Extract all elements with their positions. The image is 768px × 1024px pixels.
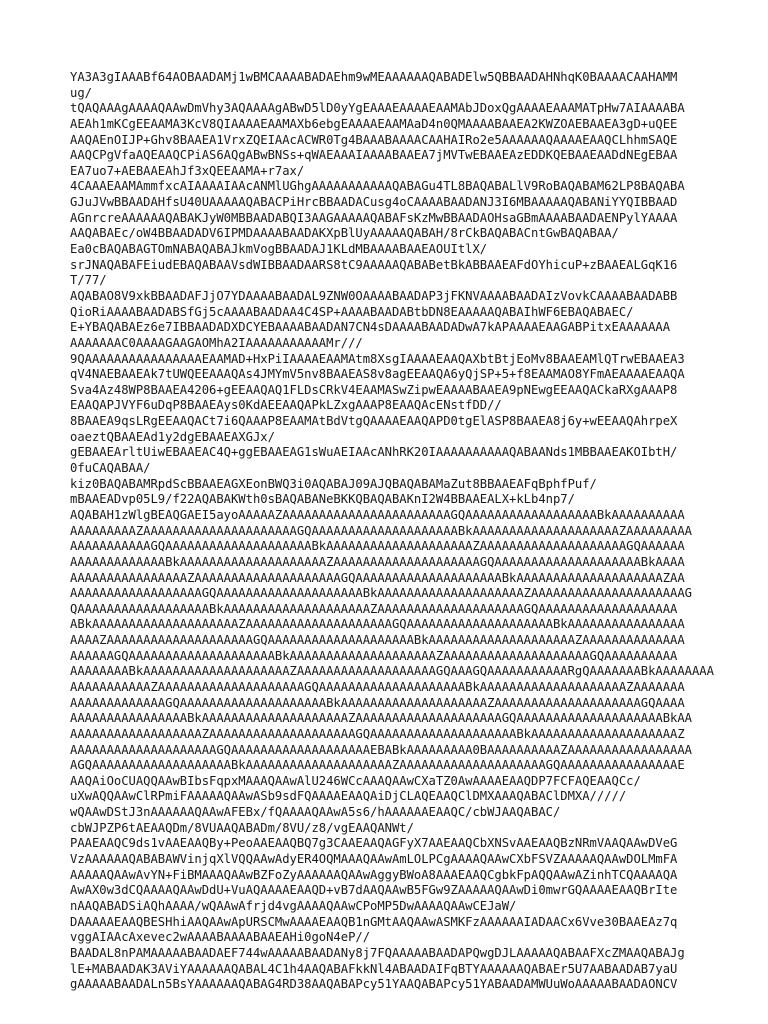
text-line: 8BAAEA9qsLRgEEAAQACt7i6QAAAP8EAAMAtBdVtgQAAAAEAAQAPD0tgElASP8BAAEA8j6y+wEEAAQAhrpeX xyxy=(70,414,678,429)
document-body xyxy=(70,70,714,993)
text-line: AAAAAAAAAAAAAAAABkAAAAAAAAAAAAAAAAAAAAZAAAAAAAAAAAAAAAAAAAAGQAAAAAAAAAAAAAAAAAAAABkAA xyxy=(70,711,692,726)
text-line: AAQCPgVfaAQEAAQCPiAS6AQgABwBNSs+qWAEAAAIAAAABAAEA7jMVTwEBAAEAzEDDKQEBAAEAADdNEgEBAA xyxy=(70,148,678,163)
text-line: AQABAO8V9xkBBAADAFJjO7YDAAAABAADAL9ZNW0OAAAABAADAP3jFKNVAAAABAADAIzVovkCAAAABAADABB xyxy=(70,288,678,303)
text-line: AAAAAAAABkAAAAAAAAAAAAAAAAAAAAZAAAAAAAAAAAAAAAAAAAGQAAAGQAAAAAAAAAAARgQAAAAAAABkAAAAAAAA xyxy=(70,664,714,679)
text-line: AAAAAAGQAAAAAAAAAAAAAAAAAAAABkAAAAAAAAAAAAAAAAAAAAZAAAAAAAAAAAAAAAAAAAAGQAAAAAAAAAA xyxy=(70,648,678,663)
text-line: AAQABAEc/oW4BBAADADV6IPMDAAAABAADAKXpBlUyAAAAAQABAH/8rCkBAQABACntGwBAQABAA/ xyxy=(70,226,619,241)
text-line: DAAAAAEAAQBESHhiAAQAAwApURSCMwAAAAEAAQB1nGMtAAQAAwASMKFzAAAAAAIADAACx6Vve30BAAEAz7q xyxy=(70,914,678,929)
text-line: AQABAH1zWlgBEAQGAEI5ayoAAAAAZAAAAAAAAAAAAAAAAAAAAAAAGQAAAAAAAAAAAAAAAAAABkAAAAAAAAAA xyxy=(70,507,685,522)
text-line: BAADAL8nPAMAAAAABAADAEF744wAAAAABAADANy8j7FQAAAAABAADAPQwgDJLAAAAAQABAAFXcZMAAQABAJg xyxy=(70,945,685,960)
text-line: AEAh1mKCgEEAAMA3KcV8QIAAAAEAAMAXb6ebgEAAAAEAAMAaD4n0QMAAAABAAEA2KWZOAEBAAEA3gD+uQEE xyxy=(70,116,678,131)
text-line: AAAAAAAAAAAAAAAAAAAAGQAAAAAAAAAAAAAAAAAAAEBABkAAAAAAAAA0BAAAAAAAAAAZAAAAAAAAAAAAAAAAA xyxy=(70,742,692,757)
text-line: GJuJVwBBAADAHfsU40UAAAAAQABACPiHrcBBAADACusg4oCAAAABAADANJ3I6MBAAAAAQABANiYYQIBBAAD xyxy=(70,195,678,210)
text-line: nAAQABADSiAQhAAAA/wQAAwAfrjd4vgAAAAQAAwCPoMP5DwAAAAQAAwCEJaW/ xyxy=(70,898,517,913)
text-line: gEBAAEArltUiwEBAAEAC4Q+ggEBAAEAG1sWuAEIAAcANhRK20IAAAAAAAAAAQABAANds1MBBAAEAKOIbtH/ xyxy=(70,445,678,460)
text-line: AAAAAAAC0AAAAGAAGAOMhA2IAAAAAAAAAAAMr/// xyxy=(70,335,363,350)
text-line: 9QAAAAAAAAAAAAAAAAEAAMAD+HxPiIAAAAEAAMAtm8XsgIAAAAEAAQAXbtBtjEoMv8BAAEAMlQTrwEBAAEA3 xyxy=(70,351,685,366)
text-line: srJNAQABAFEiudEBAQABAAVsdWIBBAADAARS8tC9AAAAAQABABetBkABBAAEAFdOYhicuP+zBAAEALGqK16 xyxy=(70,257,678,272)
text-line: QioRiAAAABAADABSfGj5cAAAABAADAA4C4SP+AAAABAADABtbDN8EAAAAAQABAIhWF6EBAQABAEC/ xyxy=(70,304,634,319)
text-line: AAAAAQAAwAvYN+FiBMAAAQAAwBZFoZyAAAAAAQAAwAggyBWoA8AAAEAAQCgbkFpAQQAAwAZinhTCQAAAAQA xyxy=(70,867,678,882)
text-line: vggAIAAcAxevec2wAAAABAAAABAAEAHi0goN4eP// xyxy=(70,930,371,945)
text-line: uXwAQQAAwClRPmiFAAAAAQAAwASb9sdFQAAAAEAAQAiDjCLAQEAAQClDMXAAAQABAClDMXA///// xyxy=(70,789,627,804)
text-line: 0fuCAQABAA/ xyxy=(70,461,151,476)
text-line: 4CAAAEAAMAmmfxcAIAAAAIAAcANMlUGhgAAAAAAAAAAAQABAGu4TL8BAQABALlV9RoBAQABAM62LP8BAQABA xyxy=(70,179,685,194)
text-line: AwAX0w3dCQAAAAQAAwDdU+VuAQAAAAEAAQD+vB7dAAQAAwB5FGw9ZAAAAAQAAwDi0mwrGQAAAAEAAQBrIte xyxy=(70,883,678,898)
text-line: AAAAAAAAAAAGQAAAAAAAAAAAAAAAAAAAABkAAAAAAAAAAAAAAAAAAAAZAAAAAAAAAAAAAAAAAAAAGQAAAAAA xyxy=(70,539,685,554)
text-line: AAAAAAAAAZAAAAAAAAAAAAAAAAAAAAAGQAAAAAAAAAAAAAAAAAAAABkAAAAAAAAAAAAAAAAAAAAZAAAAAAAAA xyxy=(70,523,692,538)
text-line: ABkAAAAAAAAAAAAAAAAAAAAZAAAAAAAAAAAAAAAAAAAAGQAAAAAAAAAAAAAAAAAAAABkAAAAAAAAAAAAAAAA xyxy=(70,617,685,632)
text-line: cbWJPZP6tAEAAQDm/8VUAAQABADm/8VU/z8/vgEAAQANWt/ xyxy=(70,820,414,835)
text-line: AAAAAAAAAAAAAAAAAAGQAAAAAAAAAAAAAAAAAAAABkAAAAAAAAAAAAAAAAAAAAZAAAAAAAAAAAAAAAAAAAAAG xyxy=(70,586,692,601)
text-line: kiz0BAQABAMRpdScBBAAEAGXEonBWQ3i0AQABAJ09AJQBAQABAMaZut8BBAAEAFqBphfPuf/ xyxy=(70,476,597,491)
text-line: gAAAAABAADALn5BsYAAAAAAQABAG4RD38AAQABAPcy51YAAQABAPcy51YABAADAMWUuWoAAAAABAADAONCV xyxy=(70,977,678,992)
text-line: AGQAAAAAAAAAAAAAAAAAAABkAAAAAAAAAAAAAAAAAAAAZAAAAAAAAAAAAAAAAAAAAGQAAAAAAAAAAAAAAAAE xyxy=(70,758,685,773)
text-line: AAAAAAAAAAAAAAAAZAAAAAAAAAAAAAAAAAAAAGQAAAAAAAAAAAAAAAAAAAABkAAAAAAAAAAAAAAAAAAAAZAA xyxy=(70,570,685,585)
text-line: AGnrcreAAAAAAQABAKJyW0MBBAADABQI3AAGAAAAAQABAFsKzMwBBAADAOHsaGBmAAAABAADAENPylYAAAA xyxy=(70,210,678,225)
text-line: YA3A3gIAAABf64AOBAADAMj1wBMCAAAABADAEhm9wMEAAAAAAQABADElw5QBBAADAHNhqK0BAAAACAAHAMM xyxy=(70,70,678,84)
text-line: AAAAAAAAAAAAAGQAAAAAAAAAAAAAAAAAAAABkAAAAAAAAAAAAAAAAAAAAZAAAAAAAAAAAAAAAAAAAAGQAAAA xyxy=(70,695,685,710)
text-line: oaeztQBAAEAd1y2dgEBAAEAXGJx/ xyxy=(70,429,275,444)
text-line: EAAQAPJVYF6uDqP8BAAEAys0KdAEEAAQAPkLZxgAAAP8EAAQAcENstfDD// xyxy=(70,398,502,413)
text-line: AAAAAAAAAAAAAAAAAAZAAAAAAAAAAAAAAAAAAAAGQAAAAAAAAAAAAAAAAAAAABkAAAAAAAAAAAAAAAAAAAAZ xyxy=(70,726,685,741)
text-line: VzAAAAAAQABABAWVinjqXlVQQAAwAdyER4OQMAAAQAAwAmLOLPCgAAAAQAAwCXbFSVZAAAAAQAAwDOLMmFA xyxy=(70,852,678,867)
text-line: Ea0cBAQABAGTOmNABAQABAJkmVogBBAADAJ1KLdMBAAAABAAEAOUItlX/ xyxy=(70,242,488,257)
text-line: AAAAZAAAAAAAAAAAAAAAAAAAAGQAAAAAAAAAAAAAAAAAAAABkAAAAAAAAAAAAAAAAAAAAZAAAAAAAAAAAAAA xyxy=(70,633,685,648)
text-line: qV4NAEBAAEAk7tUWQEEAAAQAs4JMYmV5nv8BAAEAS8v8agEEAAQA6yQjSP+5+f8EAAMAO8YFmAEAAAAEAAQA xyxy=(70,367,685,382)
text-line: QAAAAAAAAAAAAAAAAAABkAAAAAAAAAAAAAAAAAAAAZAAAAAAAAAAAAAAAAAAAAGQAAAAAAAAAAAAAAAAAAA xyxy=(70,601,678,616)
text-line: EA7uo7+AEBAAEAhJf3xQEEAAMA+r7ax/ xyxy=(70,163,305,178)
text-line: T/77/ xyxy=(70,273,107,288)
text-line: AAQAiOoCUAQQAAwBIbsFqpxMAAAQAAwAlU246WCcAAAQAAwCXaTZ0AwAAAAEAAQDP7FCFAQEAAQCc/ xyxy=(70,773,641,788)
text-line: wQAAwDStJ3nAAAAAAQAAwAFEBx/fQAAAAQAAwA5s6/hAAAAAAEAAQC/cbWJAAQABAC/ xyxy=(70,805,561,820)
text-line: ug/ xyxy=(70,85,92,100)
text-line: mBAAEADvp05L9/f22AQABAKWth0sBAQABANeBKKQBAQABAKnI2W4BBAAEALX+kLb4np7/ xyxy=(70,492,575,507)
text-line: AAQAEnOIJP+Ghv8BAAEA1VrxZQEIAAcACWR0Tg4BAAABAAAACAAHAIRo2e5AAAAAAQAAAAEAAQCLhhmSAQE xyxy=(70,132,678,147)
text-line: PAAEAAQC9ds1vAAEAAQBy+PeoAAEAAQBQ7g3CAAEAAQAGFyX7AAEAAQCbXNSvAAEAAQBzNRmVAAQAAwDVeG xyxy=(70,836,678,851)
text-line: tQAQAAAgAAAAQAAwDmVhy3AQAAAAgABwD5lD0yYgEAAAEAAAAEAAMAbJDoxQgAAAAEAAAMATpHw7AIAAAABA xyxy=(70,101,685,116)
text-line: AAAAAAAAAAAZAAAAAAAAAAAAAAAAAAAAGQAAAAAAAAAAAAAAAAAAAABkAAAAAAAAAAAAAAAAAAAAZAAAAAAA xyxy=(70,679,685,694)
text-line: E+YBAQABAEz6e7IBBAADADXDCYEBAAAABAADAN7CN4sDAAAABAADADwA7kAPAAAAEAAGABPitxEAAAAAAA xyxy=(70,320,671,335)
text-line: lE+MABAADAK3AViYAAAAAAQABAL4C1h4AAQABAFkkNl4ABAADAIFqBTYAAAAAAQABAEr5U7AABAADAB7yaU xyxy=(70,961,678,976)
text-line: AAAAAAAAAAAAABkAAAAAAAAAAAAAAAAAAAAZAAAAAAAAAAAAAAAAAAAAGQAAAAAAAAAAAAAAAAAAAABkAAAA xyxy=(70,554,685,569)
text-line: Sva4Az48WP8BAAEA4206+gEEAAQAQ1FLDsCRkV4EAAMASwZipwEAAAABAAEA9pNEwgEEAAQACkaRXgAAAP8 xyxy=(70,382,678,397)
